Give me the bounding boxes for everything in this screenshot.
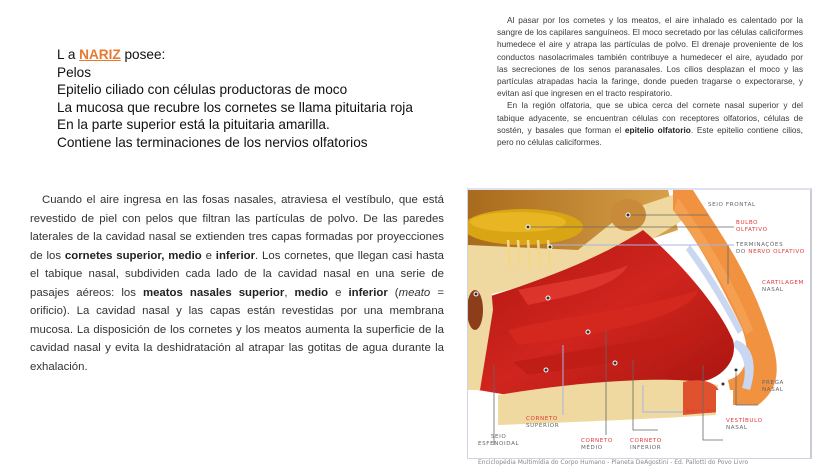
notes-item: Pelos xyxy=(57,64,92,80)
label-prega-nasal: PREGA NASAL xyxy=(762,380,784,393)
paragraph-1: Al pasar por los cornetes y los meatos, el aire inhalado es calentado por la sangre de los capilares sanguíneos. El moco secretado por las células caliciformes humedece el aire y atrapa las partículas de polvo. El drenaje proveniente de los conductos nasolacrimales también contribuye a humedecer el aire, ayudado por las secreciones de los senos paranasales. Los cilios desplazan el moco y las partículas atrapadas hacia la faringe, donde pueden tragarse o expectorarse, y evitan así que ingresen en el tracto respiratorio. xyxy=(497,15,803,99)
notes-item: En la parte superior está la pituitaria amarilla. xyxy=(57,117,330,133)
paragraph-2: En la región olfatoria, que se ubica cerca del cornete nasal superior y del tabique adyacente, se encuentran células con receptores olfatorios, células de sostén, y basales que forman el epitelio olfatorio. Este epitelio contiene cilios, pero no células caliciformes. xyxy=(497,100,803,148)
label-terminacoes-nervo-olfativo: TERMINAÇÕES DO NERVO OLFATIVO xyxy=(736,242,805,255)
label-vestibulo-nasal: VESTÍBULO NASAL xyxy=(726,418,763,431)
label-bulbo-olfativo: BULBO OLFATIVO xyxy=(736,220,768,233)
label-seio-esfenoidal: SEIO ESFENOIDAL xyxy=(478,434,520,447)
nasal-cavity-paragraph: Cuando el aire ingresa en las fosas nasales, atraviesa el vestíbulo, que está revestido de piel con pelos que filtran las partículas de polvo. De las paredes laterales de la cavidad nasal se extienden tres capas formadas por proyecciones de los cornetes superior, medio e inferior. Los cornetes, que llegan casi hasta el tabique nasal, subdividen cada lado de la cavidad nasal en una serie de pasajes aéreos: los meatos nasales superior, medio e inferior (meato = orificio). La cavidad nasal y las capas están revestidas por una membrana mucosa. La disposición de los cornetes y los meatos aumenta la superficie de la cavidad nasal y evita la deshidratación al atrapar las gotitas de agua durante la exhalación. xyxy=(30,194,444,373)
label-corneto-medio: CORNETO MÉDIO xyxy=(581,438,613,451)
nariz-keyword: NARIZ xyxy=(79,47,121,62)
label-seio-frontal: SEIO FRONTAL xyxy=(708,202,756,208)
notes-item: Epitelio ciliado con células productoras de moco xyxy=(57,82,348,98)
label-corneto-superior: CORNETO SUPERIOR xyxy=(526,416,560,429)
notes-item: Contiene las terminaciones de los nervios olfatorios xyxy=(57,134,368,150)
air-warming-paragraph xyxy=(497,14,803,148)
notes-intro: L a NARIZ posee: xyxy=(57,47,166,62)
label-maxilar: MAXILAR xyxy=(686,409,716,415)
nariz-notes xyxy=(57,46,467,152)
nasal-cavity-diagram xyxy=(467,188,812,459)
label-cartilagem-nasal: CARTILAGEM NASAL xyxy=(762,280,804,293)
label-corneto-inferior: CORNETO INFERIOR xyxy=(630,438,662,451)
figure-caption: Enciclopédia Multimídia do Corpo Humano - Planeta DeAgostini - Ed. Pallotti do Povo Livro xyxy=(478,459,749,466)
notes-item: La mucosa que recubre los cornetes se llama pituitaria roja xyxy=(57,99,413,115)
